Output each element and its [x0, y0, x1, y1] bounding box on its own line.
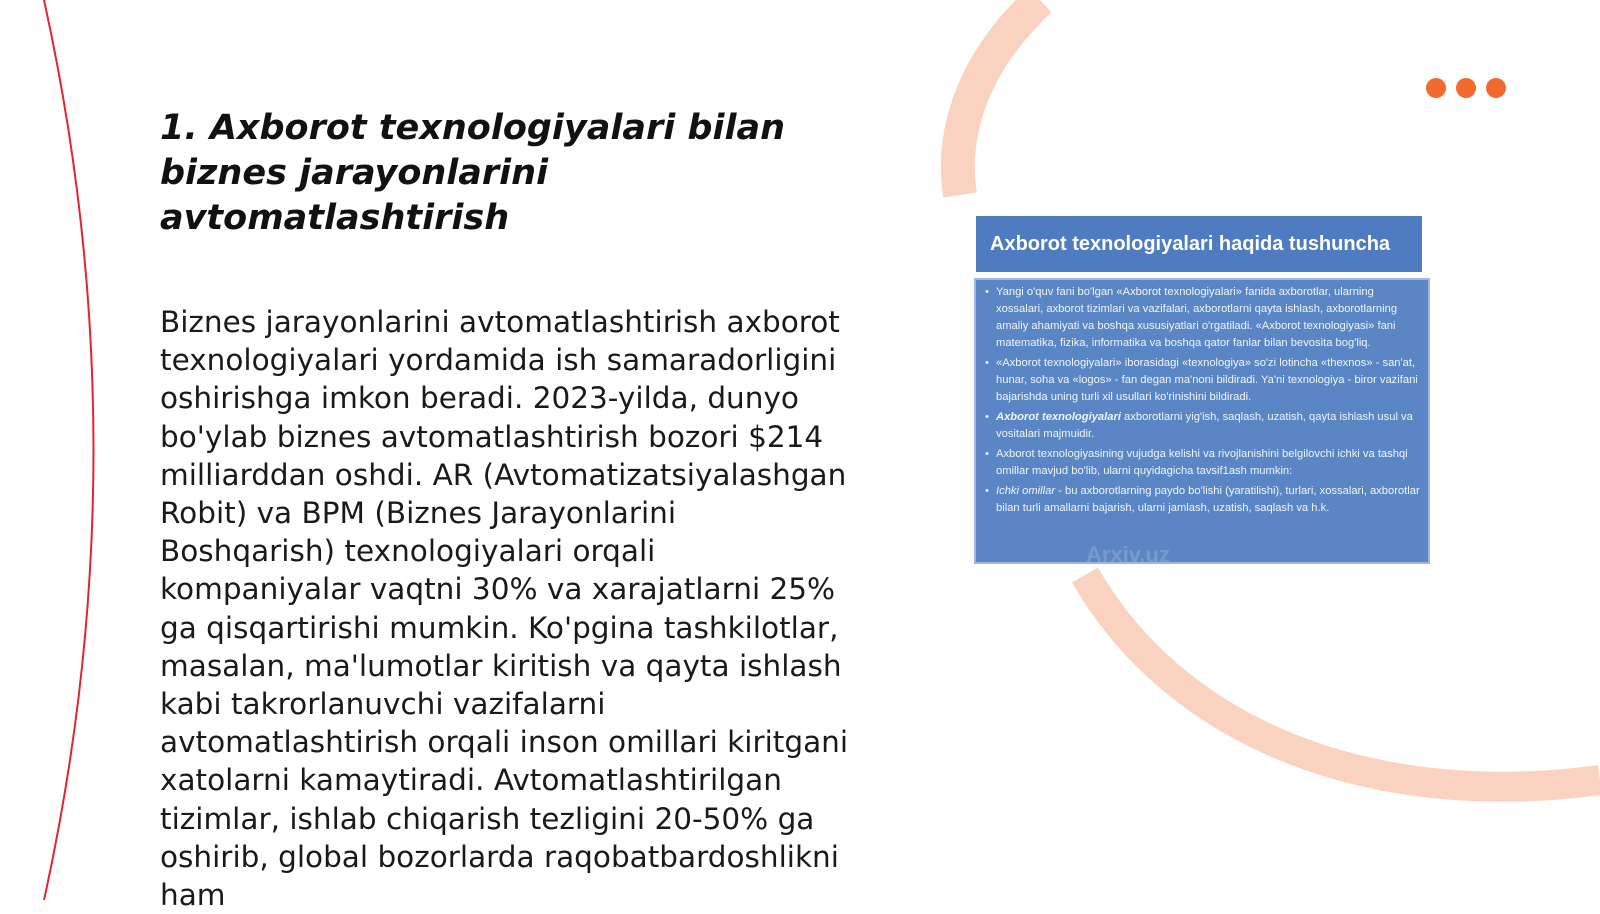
slide-header: Axborot texnologiyalari haqida tushuncha	[976, 216, 1422, 272]
page-title: 1. Axborot texnologiyalari bilan biznes jarayonlarini avtomatlashtirish	[160, 108, 785, 238]
slide-bullet	[996, 355, 1422, 406]
slide-bullet	[996, 409, 1422, 443]
bullet-lead: Axborot texnologiyalari	[996, 411, 1121, 423]
bullet-text: - bu axborotlarning paydo bo'lishi (yaratilishi), turlari, xossalari, axborotlar bilan turli amallarni bajarish, ularni jamlash, uzatish, saqlash va h.k.	[996, 485, 1420, 514]
left-red-curve	[44, 0, 94, 900]
slide-bullet	[996, 284, 1422, 352]
slide-bullet-list	[982, 284, 1422, 517]
bottom-ring-arc	[1085, 575, 1600, 787]
slide-body	[974, 278, 1430, 564]
bullet-text: Yangi o'quv fani bo'lgan «Axborot texnologiyalari» fanida axborotlar, ularning xossalari, axborot tizimlari va vazifalari, axborotlarni qayta ishlash, axborotlarning amaliy ahamiyati va boshqa xususiyatlari o'rgatiladi. «Axborot texnologiyasi» fani matematika, fizika, informatika va boshqa qator fanlar bilan bevosita bog'liq.	[996, 286, 1398, 349]
dot-icon	[1486, 78, 1506, 98]
watermark: Arxiv.uz	[1086, 542, 1170, 564]
bullet-text: Axborot texnologiyasining vujudga kelishi va rivojlanishini belgilovchi ichki va tashqi omillar mavjud bo'lib, ularni quyidagicha tavsif1ash mumkin:	[996, 448, 1408, 477]
bullet-text: «Axborot texnologiyalari» iborasidagi «texnologiya» so'zi lotincha «thexnos» - san'at, hunar, soha va «logos» - fan degan ma'noni bildiradi. Ya'ni texnologiya - biror vazifani bajarishda uning turli xil usullari ko'rinishini bildiradi.	[996, 357, 1418, 403]
slide-bullet	[996, 446, 1422, 480]
bullet-lead: Ichki omillar	[996, 485, 1056, 497]
embedded-slide-image	[974, 214, 1430, 566]
dot-icon	[1456, 78, 1476, 98]
top-ring-arc	[958, 0, 1040, 195]
menu-dots	[1426, 78, 1506, 98]
slide-bullet	[996, 483, 1422, 517]
dot-icon	[1426, 78, 1446, 98]
bullet-text: axborotlarni yig'ish, saqlash, uzatish, qayta ishlash usul va vositalari majmuidir.	[996, 411, 1413, 440]
body-paragraph: Biznes jarayonlarini avtomatlashtirish axborot texnologiyalari yordamida ish samaradorligini oshirishga imkon beradi. 2023-yilda, dunyo bo'ylab biznes avtomatlashtirish bozori $214 milliarddan oshdi. AR (Avtomatizatsiyalashgan Robit) va BPM (Biznes Jarayonlarini Boshqarish) texnologiyalari orqali kompaniyalar vaqtni 30% va xarajatlarni 25% ga qisqartirishi mumkin. Ko'pgina tashkilotlar, masalan, ma'lumotlar kiritish va qayta ishlash kabi takrorlanuvchi vazifalarni avtomatlashtirish orqali inson omillari kiritgani xatolarni kamaytiradi. Avtomatlashtirilgan tizimlar, ishlab chiqarish tezligini 20-50% ga oshirib, global bozorlarda raqobatbardoshlikni ham	[160, 305, 849, 913]
